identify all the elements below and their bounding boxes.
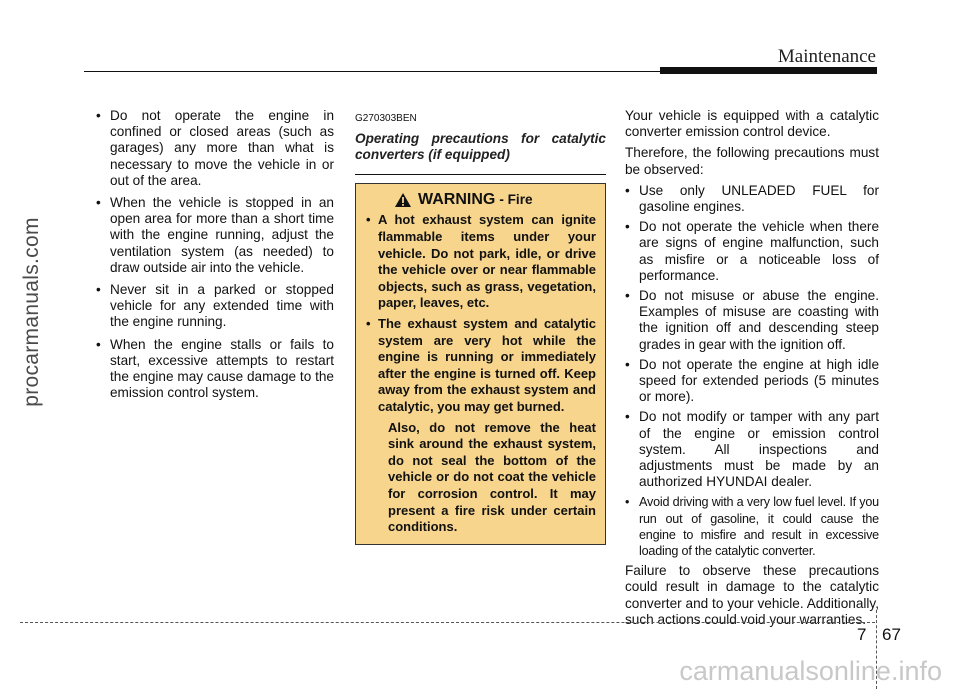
list-item: • Do not modify or tamper with any part of the engine or emission control system. All inspections and adjustments must be made by an authorized HYUNDAI dealer. <box>625 409 879 490</box>
header-bar <box>660 67 877 74</box>
warning-box <box>355 183 606 544</box>
column-3 <box>625 108 879 633</box>
engine-bullets <box>96 108 334 401</box>
warning-header <box>356 192 605 208</box>
list-item: • Use only UNLEADED FUEL for gasoline engines. <box>625 183 879 215</box>
column-1 <box>96 108 334 407</box>
column-2 <box>355 108 606 545</box>
list-item: • When the engine stalls or fails to start, excessive attempts to restart the engine may cause damage to the emission control system. <box>96 337 334 402</box>
list-item: • Do not operate the engine in confined or closed areas (such as garages) any more than what is necessary to move the vehicle in or out of the area. <box>96 108 334 189</box>
list-item: • A hot exhaust system can ignite flammable items under your vehicle. Do not park, idle, or drive the vehicle over or near flammable objects, such as grass, vegetation, paper, leaves, etc. <box>366 212 596 312</box>
section-code: G270303BEN <box>355 113 417 124</box>
list-item: • Do not operate the vehicle when there are signs of engine malfunction, such as misfire or a noticeable loss of performance. <box>625 219 879 284</box>
intro-paragraph: Your vehicle is equipped with a catalytic converter emission control device. <box>625 108 879 140</box>
page-number: 67 <box>882 625 901 644</box>
side-watermark: procarmanuals.com <box>20 217 43 407</box>
list-item: • The exhaust system and catalytic system are very hot while the engine is running or immediately after the engine is turned off. Keep away from the exhaust system and catalytic, you may get burned. <box>366 316 596 416</box>
header-rule <box>84 71 660 72</box>
section-subheading: Operating precautions for catalytic converters (if equipped) <box>355 131 606 162</box>
warning-triangle-icon <box>394 192 412 208</box>
precaution-bullets <box>625 183 879 559</box>
list-item: • Never sit in a parked or stopped vehicle for any extended time with the engine running. <box>96 282 334 331</box>
list-item: • When the vehicle is stopped in an open area for more than a short time with the engine running, adjust the ventilation system (as needed) to draw outside air into the vehicle. <box>96 195 334 276</box>
section-title: Maintenance <box>777 46 876 67</box>
bottom-watermark: carmanualsonline.info <box>679 656 942 686</box>
list-item: • Do not misuse or abuse the engine. Examples of misuse are coasting with the ignition off and descending steep grades in gear with the ignition off. <box>625 288 879 353</box>
list-item: • Avoid driving with a very low fuel level. If you run out of gasoline, it could cause the engine to misfire and result in excessive loading of the catalytic converter. <box>625 494 879 559</box>
intro-paragraph: Therefore, the following precautions must be observed: <box>625 145 879 177</box>
list-item: • Do not operate the engine at high idle speed for extended periods (5 minutes or more). <box>625 357 879 406</box>
chapter-number: 7 <box>857 625 867 644</box>
subheading-rule <box>355 174 606 175</box>
warning-subtitle: - Fire <box>499 192 533 208</box>
warning-title: WARNING <box>418 191 496 209</box>
closing-paragraph: Failure to observe these precautions could result in damage to the catalytic converter and to your vehicle. Additionally, such actions could void your warranties. <box>625 563 879 627</box>
warning-extra: Also, do not remove the heat sink around the exhaust system, do not seal the bottom of the vehicle or do not coat the vehicle for corrosion control. It may present a fire risk under certain conditions. <box>388 419 596 535</box>
warning-bullets <box>356 212 605 415</box>
footer-rule <box>20 622 875 623</box>
